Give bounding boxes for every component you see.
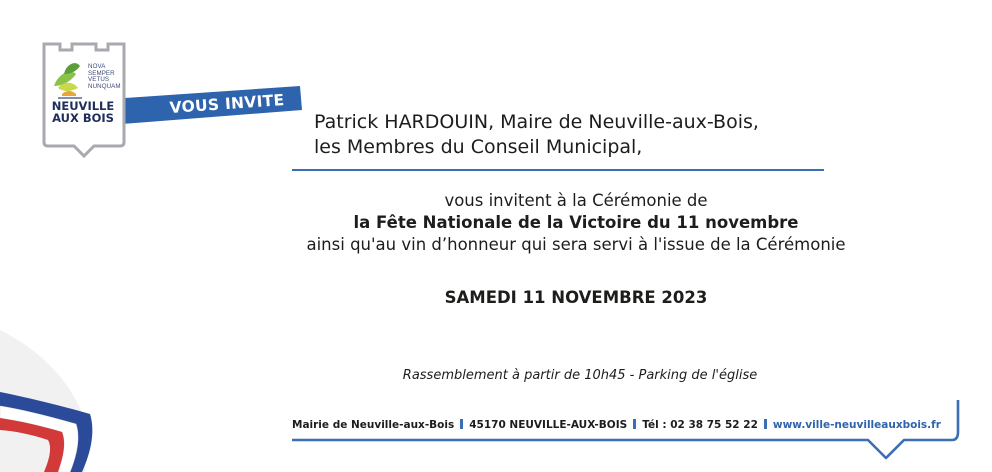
footer-address: 45170 NEUVILLE-AUX-BOIS	[469, 419, 628, 431]
footer-phone: Tél : 02 38 75 52 22	[642, 419, 758, 431]
motto-line: SEMPER	[88, 69, 115, 77]
invitation-line3: ainsi qu'au vin d’honneur qui sera servi à l'issue de la Cérémonie	[306, 235, 846, 254]
shield-logo-icon	[36, 38, 136, 158]
invitation-text	[226, 190, 926, 256]
town-logo	[36, 38, 136, 158]
logo-town-name	[36, 100, 130, 124]
footer-org: Mairie de Neuville-aux-Bois	[292, 419, 455, 431]
event-date: SAMEDI 11 NOVEMBRE 2023	[444, 288, 708, 307]
motto-line: VETUS	[88, 76, 110, 84]
gathering-info: Rassemblement à partir de 10h45 - Parking de l'église	[402, 368, 758, 383]
town-name-line2: AUX BOIS	[52, 111, 114, 125]
footer-contact	[292, 419, 941, 431]
town-name-line1: NEUVILLE	[51, 99, 115, 113]
logo-motto	[88, 64, 133, 90]
footer-separator	[460, 419, 463, 429]
footer-separator	[633, 419, 636, 429]
invitation-line2: la Fête Nationale de la Victoire du 11 novembre	[353, 213, 799, 232]
hosts-line1: Patrick HARDOUIN, Maire de Neuville-aux-Bois,	[314, 111, 759, 133]
hosts-divider	[292, 169, 824, 171]
hosts-block	[314, 110, 759, 160]
footer-separator	[764, 419, 767, 429]
motto-line: NUNQUAM	[88, 82, 121, 90]
motto-line: NOVA	[88, 63, 106, 70]
invitation-line1: vous invitent à la Cérémonie de	[444, 191, 708, 210]
banner-label: VOUS INVITE	[168, 91, 285, 117]
footer-website-link[interactable]: www.ville-neuvilleauxbois.fr	[772, 419, 941, 431]
hosts-line2: les Membres du Conseil Municipal,	[314, 136, 643, 158]
